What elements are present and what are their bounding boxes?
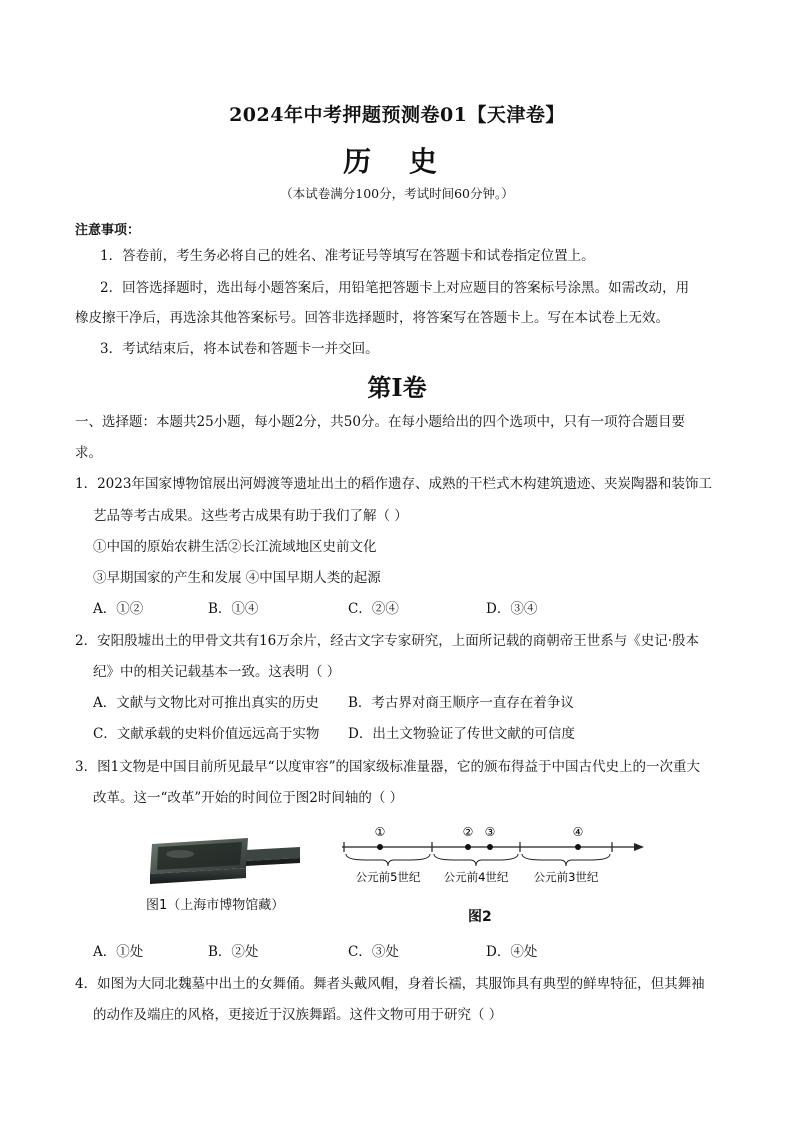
q4-stem-line1: 4．如图为大同北魏墓中出土的女舞俑。舞者头戴风帽，身着长襦，其服饰具有典型的鲜卑特征，但其舞袖 xyxy=(75,976,705,992)
q1-statement-2: ③早期国家的产生和发展 ④中国早期人类的起源 xyxy=(93,570,381,586)
figure1-caption: 图1（上海市博物馆藏） xyxy=(146,898,285,913)
q1-stem-line2: 艺品等考古成果。这些考古成果有助于我们了解（ ） xyxy=(93,508,408,524)
q2-options-row2 xyxy=(0,719,794,749)
timeline-label-4th: 公元前4世纪 xyxy=(443,870,509,884)
q1-option-a[interactable]: A．①② xyxy=(93,601,144,617)
exam-title: 2024年中考押题预测卷01【天津卷】 xyxy=(229,104,565,126)
q3-stem-line1: 3．图1文物是中国目前所见最早“以度审容”的国家级标准量器，它的颁布得益于中国古代史上的一次重大 xyxy=(75,759,700,775)
q3-option-b[interactable]: B．②处 xyxy=(208,944,259,960)
q1-options xyxy=(0,594,794,624)
q2-stem-line1: 2．安阳殷墟出土的甲骨文共有16万余片，经古文字专家研究，上面所记载的商朝帝王世系与《史记·殷本 xyxy=(75,633,700,649)
q2-option-b[interactable]: B．考古界对商王顺序一直存在着争议 xyxy=(348,695,574,711)
timeline-marker-1: ① xyxy=(374,825,386,839)
q2-option-d[interactable]: D．出土文物验证了传世文献的可信度 xyxy=(348,726,575,742)
notice-item-3: 3．考试结束后，将本试卷和答题卡一并交回。 xyxy=(100,341,379,357)
bronze-measure-figure xyxy=(140,828,310,888)
q3-option-d[interactable]: D．④处 xyxy=(486,944,538,960)
q4-stem-line2: 的动作及端庄的风格，更接近于汉族舞蹈。这件文物可用于研究（ ） xyxy=(93,1007,503,1023)
timeline-point-1 xyxy=(377,844,383,850)
q3-option-a[interactable]: A．①处 xyxy=(93,944,144,960)
q3-option-c[interactable]: C．③处 xyxy=(348,944,399,960)
q1-statement-1: ①中国的原始农耕生活②长江流域地区史前文化 xyxy=(93,539,377,555)
q1-option-b[interactable]: B．①④ xyxy=(208,601,259,617)
notice-heading: 注意事项： xyxy=(75,223,141,238)
timeline-point-3 xyxy=(487,844,493,850)
notice-item-2: 2．回答选择题时，选出每小题答案后，用铅笔把答题卡上对应题目的答案标号涂黑。如需改动，用 xyxy=(100,280,690,296)
q1-option-d[interactable]: D．③④ xyxy=(486,601,538,617)
section-title: 第I卷 xyxy=(367,373,427,402)
notice-item-2-cont: 橡皮擦干净后，再选涂其他答案标号。回答非选择题时，将答案写在答题卡上。写在本试卷上无效。 xyxy=(75,310,669,326)
timeline-point-2 xyxy=(465,844,471,850)
timeline-point-4 xyxy=(575,844,581,850)
q1-stem-line1: 1．2023年国家博物馆展出河姆渡等遗址出土的稻作遗存、成熟的干栏式木构建筑遗迹、夹炭陶器和装饰工 xyxy=(75,476,712,492)
q2-stem-line2: 纪》中的相关记载基本一致。这表明（ ） xyxy=(93,664,341,680)
q3-stem-line2: 改革。这一“改革”开始的时间位于图2时间轴的（ ） xyxy=(93,790,404,806)
timeline-marker-2: ② xyxy=(462,825,474,839)
q2-option-c[interactable]: C．文献承载的史料价值远远高于实物 xyxy=(93,726,320,742)
q1-option-c[interactable]: C．②④ xyxy=(348,601,399,617)
timeline-label-5th: 公元前5世纪 xyxy=(355,870,421,884)
notice-item-1: 1．答卷前，考生务必将自己的姓名、准考证号等填写在答题卡和试卷指定位置上。 xyxy=(100,248,595,264)
exam-info: （本试卷满分100分，考试时间60分钟。） xyxy=(280,186,514,201)
section-intro-1: 一、选择题：本题共25小题，每小题2分，共50分。在每小题给出的四个选项中，只有一项符合题目要 xyxy=(75,414,685,430)
q2-option-a[interactable]: A．文献与文物比对可推出真实的历史 xyxy=(93,695,319,711)
timeline-label-3rd: 公元前3世纪 xyxy=(533,870,599,884)
q2-options-row1 xyxy=(0,688,794,718)
subject-title: 历 史 xyxy=(343,145,451,178)
timeline-marker-4: ④ xyxy=(572,825,584,839)
q3-options xyxy=(0,937,794,967)
timeline-marker-3: ③ xyxy=(484,825,496,839)
timeline-figure xyxy=(330,820,650,890)
section-intro-2: 求。 xyxy=(75,445,102,461)
figure2-caption: 图2 xyxy=(468,909,492,925)
